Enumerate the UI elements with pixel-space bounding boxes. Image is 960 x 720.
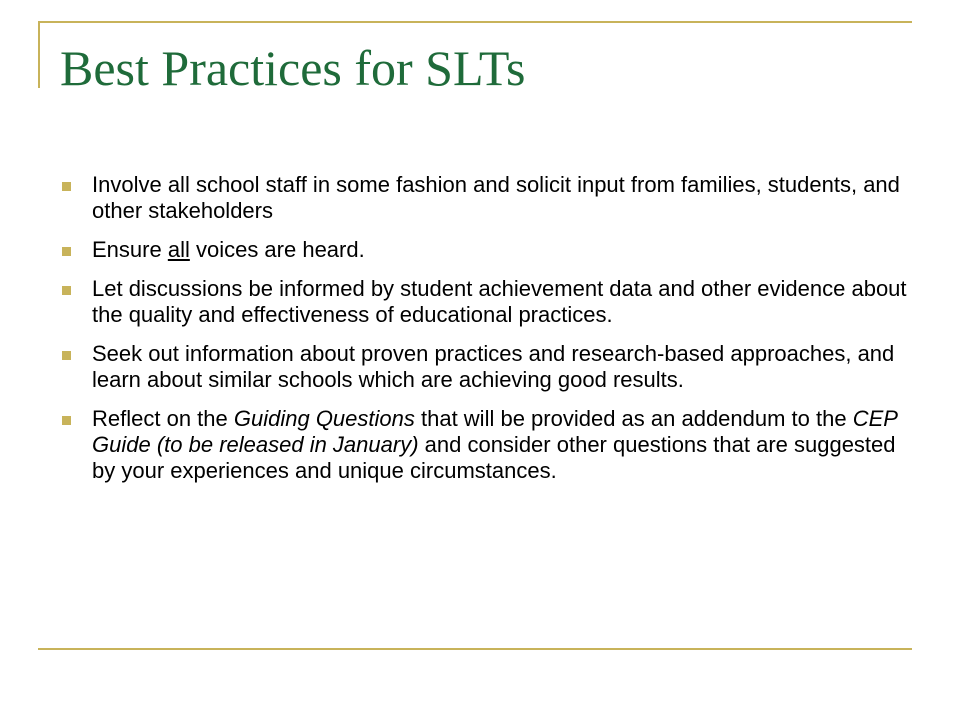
- square-bullet-icon: [62, 182, 71, 191]
- underlined-word: all: [167, 237, 190, 262]
- bullet-text: Involve all school staff in some fashion and solicit input from families, students, and other stakeholders: [92, 172, 900, 223]
- slide-title: Best Practices for SLTs: [60, 40, 526, 96]
- bullet-item: [60, 406, 910, 484]
- square-bullet-icon: [62, 416, 71, 425]
- bullet-text-segment: Reflect on the: [92, 406, 234, 431]
- square-bullet-icon: [62, 247, 71, 256]
- bullet-item: [60, 341, 910, 393]
- top-rule: [38, 21, 912, 23]
- bullet-item: [60, 276, 910, 328]
- bottom-rule: [38, 648, 912, 650]
- bullet-text-segment: Ensure: [92, 237, 168, 262]
- bullet-item: [60, 172, 910, 224]
- bullet-text-segment: voices are heard.: [189, 237, 365, 262]
- left-rule: [38, 21, 40, 88]
- square-bullet-icon: [62, 351, 71, 360]
- bullet-list: [60, 172, 910, 484]
- bullet-text-segment: and consider other questions that are suggested by your experiences and unique circumstances.: [92, 432, 896, 483]
- bullet-text: Let discussions be informed by student achievement data and other evidence about the quality and effectiveness of educational practices.: [92, 276, 907, 327]
- bullet-text: Seek out information about proven practices and research-based approaches, and learn about similar schools which are achieving good results.: [92, 341, 895, 392]
- bullet-item: [60, 237, 910, 263]
- bullet-text: [92, 406, 910, 484]
- bullet-text: [92, 237, 910, 263]
- italic-reference: CEP Guide (to be released in January): [92, 406, 898, 457]
- italic-reference: Guiding Questions: [233, 406, 415, 431]
- square-bullet-icon: [62, 286, 71, 295]
- bullet-text-segment: that will be provided as an addendum to the: [414, 406, 853, 431]
